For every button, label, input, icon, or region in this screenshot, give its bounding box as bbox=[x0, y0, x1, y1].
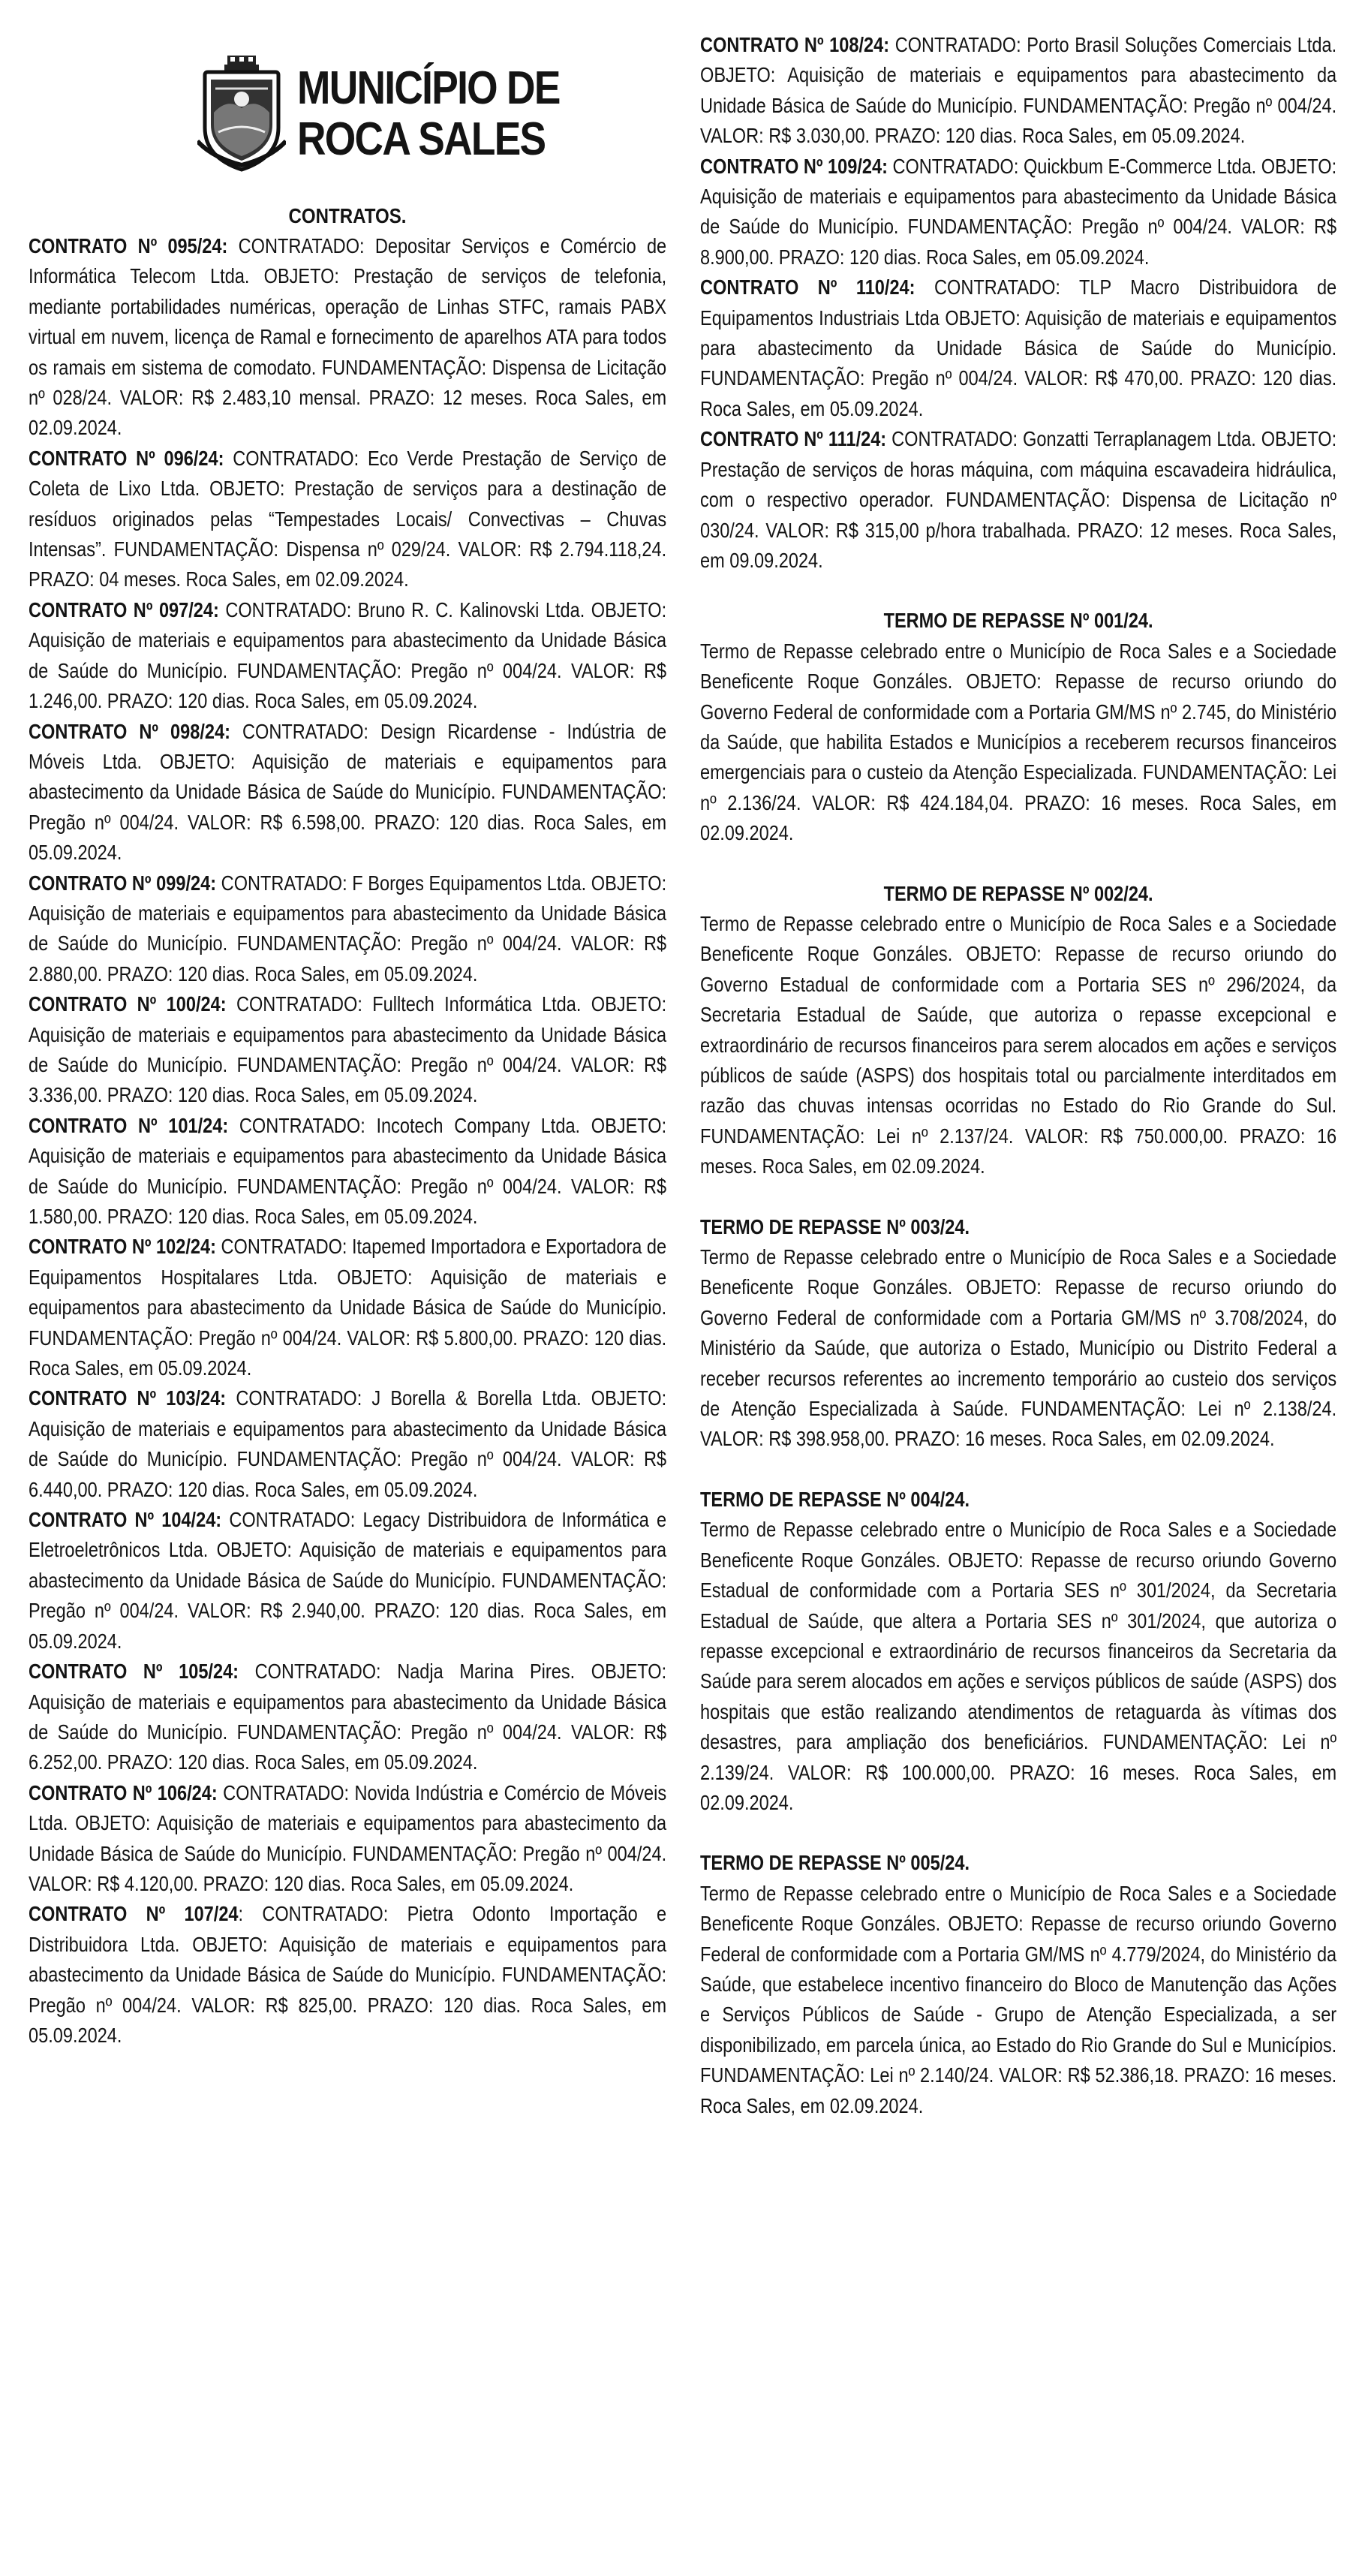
contract-label: CONTRATO Nº 105/24: bbox=[29, 1660, 239, 1684]
contract-text: CONTRATADO: Incotech Company Ltda. OBJETO: Aquisição de materiais e equipamentos para abastecimento da Unidade Básica de Saúde do Município. FUNDAMENTAÇÃO: Pregão nº 004/24. VALOR: R$ 1.580,00. PRAZO: 120 dias. Roca Sales, em 05.09.2024. bbox=[29, 1113, 667, 1228]
term-text-002: Termo de Repasse celebrado entre o Município de Roca Sales e a Sociedade Beneficente Roque Gonzáles. OBJETO: Repasse de recurso oriundo do Governo Estadual de conformidade com a Portaria SES nº 296/2024, da Secretaria Estadual de Saúde, que autoriza o repasse excepcional e extraordinário de recursos financeiros para serem alocados em ações e serviços públicos de saúde (ASPS) dos hospitais total ou parcialmente interditados em razão das chuvas intensas ocorridas no Estado do Rio Grande do Sul. FUNDAMENTAÇÃO: Lei nº 2.137/24. VALOR: R$ 750.000,00. PRAZO: 16 meses. Roca Sales, em 02.09.2024. bbox=[700, 911, 1337, 1178]
term-title-001: TERMO DE REPASSE Nº 001/24. bbox=[883, 609, 1153, 633]
contract-label: CONTRATO Nº 096/24: bbox=[29, 446, 224, 470]
spacer bbox=[700, 849, 1336, 879]
term-text-005: Termo de Repasse celebrado entre o Município de Roca Sales e a Sociedade Beneficente Roque Gonzáles. OBJETO: Repasse de recurso oriundo Governo Federal de conformidade com a Portaria GM/MS nº 4.779/2024, do Ministério da Saúde, que estabelece incentivo financeiro do Bloco de Manutenção das Ações e Serviços Públicos de Saúde - Grupo de Atenção Especializada, a ser disponibilizado, em parcela única, ao Estado do Rio Grande do Sul e Municípios. FUNDAMENTAÇÃO: Lei nº 2.140/24. VALOR: R$ 52.386,18. PRAZO: 16 meses. Roca Sales, em 02.09.2024. bbox=[700, 1881, 1337, 2117]
contract-102 bbox=[29, 1232, 666, 1383]
title-line-1: MUNICÍPIO DE bbox=[297, 62, 560, 114]
contract-label: CONTRATO Nº 097/24: bbox=[29, 597, 219, 621]
contract-label: CONTRATO Nº 098/24: bbox=[29, 719, 230, 743]
contract-text: CONTRATADO: Nadja Marina Pires. OBJETO: Aquisição de materiais e equipamentos para abastecimento da Unidade Básica de Saúde do Município. FUNDAMENTAÇÃO: Pregão nº 004/24. VALOR: R$ 6.252,00. PRAZO: 120 dias. Roca Sales, em 05.09.2024. bbox=[29, 1660, 667, 1774]
contract-label: CONTRATO Nº 103/24: bbox=[29, 1386, 227, 1410]
contract-109 bbox=[700, 152, 1336, 273]
contract-text: CONTRATADO: Fulltech Informática Ltda. OBJETO: Aquisição de materiais e equipamentos para abastecimento da Unidade Básica de Saúde do Município. FUNDAMENTAÇÃO: Pregão nº 004/24. VALOR: R$ 3.336,00. PRAZO: 120 dias. Roca Sales, em 05.09.2024. bbox=[29, 992, 667, 1107]
term-text-003: Termo de Repasse celebrado entre o Município de Roca Sales e a Sociedade Beneficente Roque Gonzáles. OBJETO: Repasse de recurso oriundo do Governo Federal de conformidade com a Portaria GM/MS nº 3.708/2024, do Ministério da Saúde, que autoriza o Estado, Município ou Distrito Federal a receber recursos referentes ao incremento temporário ao custeio dos serviços de Atenção Especializada à Saúde. FUNDAMENTAÇÃO: Lei nº 2.138/24. VALOR: R$ 398.958,00. PRAZO: 16 meses. Roca Sales, em 02.09.2024. bbox=[700, 1245, 1337, 1451]
contract-110 bbox=[700, 272, 1336, 424]
contract-label: CONTRATO Nº 104/24: bbox=[29, 1508, 222, 1532]
contract-text: CONTRATADO: Gonzatti Terraplanagem Ltda. OBJETO: Prestação de serviços de horas máquina, com máquina escavadeira hidráulica, com o respectivo operador. FUNDAMENTAÇÃO: Dispensa de Licitação nº 030/24. VALOR: R$ 315,00 p/hora trabalhada. PRAZO: 12 meses. Roca Sales, em 09.09.2024. bbox=[700, 427, 1337, 572]
page-title bbox=[297, 63, 560, 165]
spacer bbox=[700, 576, 1336, 606]
contract-text: : CONTRATADO: Pietra Odonto Importação e Distribuidora Ltda. OBJETO: Aquisição de materiais e equipamentos para abastecimento da Unidade Básica de Saúde do Município. FUNDAMENTAÇÃO: Pregão nº 004/24. VALOR: R$ 825,00. PRAZO: 120 dias. Roca Sales, em 05.09.2024. bbox=[29, 1902, 667, 2047]
contract-text: CONTRATADO: Legacy Distribuidora de Informática e Eletroeletrônicos Ltda. OBJETO: Aquisição de materiais e equipamentos para abastecimento da Unidade Básica de Saúde do Município. FUNDAMENTAÇÃO: Pregão nº 004/24. VALOR: R$ 2.940,00. PRAZO: 120 dias. Roca Sales, em 05.09.2024. bbox=[29, 1508, 667, 1653]
contract-text: CONTRATADO: Depositar Serviços e Comércio de Informática Telecom Ltda. OBJETO: Prestação de serviços de telefonia, mediante portabilidades numéricas, operação de Linhas STFC, ramais PABX virtual em nuvem, licença de Ramal e fornecimento de aparelhos ATA para todos os ramais em sistema de comodato. FUNDAMENTAÇÃO: Dispensa de Licitação nº 028/24. VALOR: R$ 2.483,10 mensal. PRAZO: 12 meses. Roca Sales, em 02.09.2024. bbox=[29, 234, 667, 440]
contract-108 bbox=[700, 30, 1336, 152]
contract-label: CONTRATO Nº 100/24: bbox=[29, 992, 227, 1016]
contract-095 bbox=[29, 231, 666, 444]
contract-text: CONTRATADO: Bruno R. C. Kalinovski Ltda. OBJETO: Aquisição de materiais e equipamentos para abastecimento da Unidade Básica de Saúde do Município. FUNDAMENTAÇÃO: Pregão nº 004/24. VALOR: R$ 1.246,00. PRAZO: 120 dias. Roca Sales, em 05.09.2024. bbox=[29, 597, 667, 713]
contract-text: CONTRATADO: Quickbum E-Commerce Ltda. OBJETO: Aquisição de materiais e equipamentos para abastecimento da Unidade Básica de Saúde do Município. FUNDAMENTAÇÃO: Pregão nº 004/24. VALOR: R$ 8.900,00. PRAZO: 120 dias. Roca Sales, em 05.09.2024. bbox=[700, 154, 1337, 269]
contract-label: CONTRATO Nº 108/24: bbox=[700, 33, 890, 56]
contract-text: CONTRATADO: Design Ricardense - Indústria de Móveis Ltda. OBJETO: Aquisição de materiais e equipamentos para abastecimento da Unidade Básica de Saúde do Município. FUNDAMENTAÇÃO: Pregão nº 004/24. VALOR: R$ 6.598,00. PRAZO: 120 dias. Roca Sales, em 05.09.2024. bbox=[29, 719, 667, 865]
contract-label: CONTRATO Nº 109/24: bbox=[700, 154, 888, 178]
term-text-001: Termo de Repasse celebrado entre o Município de Roca Sales e a Sociedade Beneficente Roque Gonzáles. OBJETO: Repasse de recurso oriundo do Governo Federal de conformidade com a Portaria GM/MS nº 2.745, do Ministério da Saúde, que habilita Estados e Municípios a receberem recursos financeiros emergenciais para o custeio da Atenção Especializada. FUNDAMENTAÇÃO: Lei nº 2.136/24. VALOR: R$ 424.184,04. PRAZO: 16 meses. Roca Sales, em 02.09.2024. bbox=[700, 639, 1337, 845]
contract-text: CONTRATADO: Novida Indústria e Comércio de Móveis Ltda. OBJETO: Aquisição de materiais e equipamentos para abastecimento da Unidade Básica de Saúde do Município. FUNDAMENTAÇÃO: Pregão nº 004/24. VALOR: R$ 4.120,00. PRAZO: 120 dias. Roca Sales, em 05.09.2024. bbox=[29, 1780, 667, 1895]
term-title-004: TERMO DE REPASSE Nº 004/24. bbox=[700, 1487, 970, 1511]
contract-107 bbox=[29, 1899, 666, 2051]
spacer bbox=[700, 1818, 1336, 1848]
contract-label: CONTRATO Nº 095/24: bbox=[29, 234, 228, 257]
term-title-002: TERMO DE REPASSE Nº 002/24. bbox=[883, 881, 1153, 905]
contract-098 bbox=[29, 717, 666, 868]
title-line-2: ROCA SALES bbox=[297, 113, 546, 165]
right-column bbox=[700, 0, 1336, 2121]
spacer bbox=[700, 1182, 1336, 1212]
contract-103 bbox=[29, 1383, 666, 1505]
contract-text: CONTRATADO: Itapemed Importadora e Exportadora de Equipamentos Hospitalares Ltda. OBJETO: Aquisição de materiais e equipamentos para abastecimento da Unidade Básica de Saúde do Município. FUNDAMENTAÇÃO: Pregão nº 004/24. VALOR: R$ 5.800,00. PRAZO: 120 dias. Roca Sales, em 05.09.2024. bbox=[29, 1235, 667, 1380]
contract-label: CONTRATO Nº 107/24 bbox=[29, 1902, 239, 1926]
contract-label: CONTRATO Nº 110/24: bbox=[700, 275, 916, 299]
header bbox=[29, 0, 666, 201]
contract-099 bbox=[29, 868, 666, 990]
spacer bbox=[700, 1455, 1336, 1485]
contract-text: CONTRATADO: TLP Macro Distribuidora de Equipamentos Industriais Ltda OBJETO: Aquisição de materiais e equipamentos para abastecimento da Unidade Básica de Saúde do Município. FUNDAMENTAÇÃO: Pregão nº 004/24. VALOR: R$ 470,00. PRAZO: 120 dias. Roca Sales, em 05.09.2024. bbox=[700, 275, 1337, 420]
term-title-005: TERMO DE REPASSE Nº 005/24. bbox=[700, 1851, 970, 1875]
contract-100 bbox=[29, 989, 666, 1111]
contract-111 bbox=[700, 424, 1336, 576]
contract-text: CONTRATADO: Porto Brasil Soluções Comerciais Ltda. OBJETO: Aquisição de materiais e equipamentos para abastecimento da Unidade Básica de Saúde do Município. FUNDAMENTAÇÃO: Pregão nº 004/24. VALOR: R$ 3.030,00. PRAZO: 120 dias. Roca Sales, em 05.09.2024. bbox=[700, 33, 1337, 148]
contract-106 bbox=[29, 1778, 666, 1900]
municipal-crest-icon bbox=[197, 53, 286, 173]
contract-096 bbox=[29, 444, 666, 595]
contract-label: CONTRATO Nº 102/24: bbox=[29, 1235, 216, 1259]
contract-label: CONTRATO Nº 101/24: bbox=[29, 1113, 229, 1137]
contract-097 bbox=[29, 595, 666, 717]
contract-105 bbox=[29, 1657, 666, 1778]
contract-label: CONTRATO Nº 106/24: bbox=[29, 1780, 218, 1804]
term-text-004: Termo de Repasse celebrado entre o Município de Roca Sales e a Sociedade Beneficente Roque Gonzáles. OBJETO: Repasse de recurso oriundo Governo Estadual de conformidade com a Portaria SES nº 301/2024, da Secretaria Estadual de Saúde, que altera a Portaria SES nº 301/2024, que autoriza o repasse excepcional e extraordinário de recursos financeiros da Secretaria da Saúde para serem alocados em ações e serviços públicos de saúde (ASPS) dos hospitais que estão realizando atendimentos de retaguarda às vítimas dos desastres, para ampliação dos beneficiários. FUNDAMENTAÇÃO: Lei nº 2.139/24. VALOR: R$ 100.000,00. PRAZO: 16 meses. Roca Sales, em 02.09.2024. bbox=[700, 1518, 1337, 1814]
section-title: CONTRATOS. bbox=[288, 204, 407, 227]
contract-text: CONTRATADO: Eco Verde Prestação de Serviço de Coleta de Lixo Ltda. OBJETO: Prestação de serviços para a destinação de resíduos originados pelas “Tempestades Locais/ Convectivas – Chuvas Intensas”. FUNDAMENTAÇÃO: Dispensa nº 029/24. VALOR: R$ 2.794.118,24. PRAZO: 04 meses. Roca Sales, em 02.09.2024. bbox=[29, 446, 667, 591]
contract-104 bbox=[29, 1505, 666, 1657]
contract-text: CONTRATADO: J Borella & Borella Ltda. OBJETO: Aquisição de materiais e equipamentos para abastecimento da Unidade Básica de Saúde do Município. FUNDAMENTAÇÃO: Pregão nº 004/24. VALOR: R$ 6.440,00. PRAZO: 120 dias. Roca Sales, em 05.09.2024. bbox=[29, 1386, 667, 1501]
term-title-003: TERMO DE REPASSE Nº 003/24. bbox=[700, 1214, 970, 1238]
left-column bbox=[29, 0, 666, 2051]
contract-101 bbox=[29, 1111, 666, 1232]
contract-text: CONTRATADO: F Borges Equipamentos Ltda. OBJETO: Aquisição de materiais e equipamentos para abastecimento da Unidade Básica de Saúde do Município. FUNDAMENTAÇÃO: Pregão nº 004/24. VALOR: R$ 2.880,00. PRAZO: 120 dias. Roca Sales, em 05.09.2024. bbox=[29, 871, 667, 986]
contract-label: CONTRATO Nº 099/24: bbox=[29, 871, 217, 895]
contract-label: CONTRATO Nº 111/24: bbox=[700, 427, 887, 451]
